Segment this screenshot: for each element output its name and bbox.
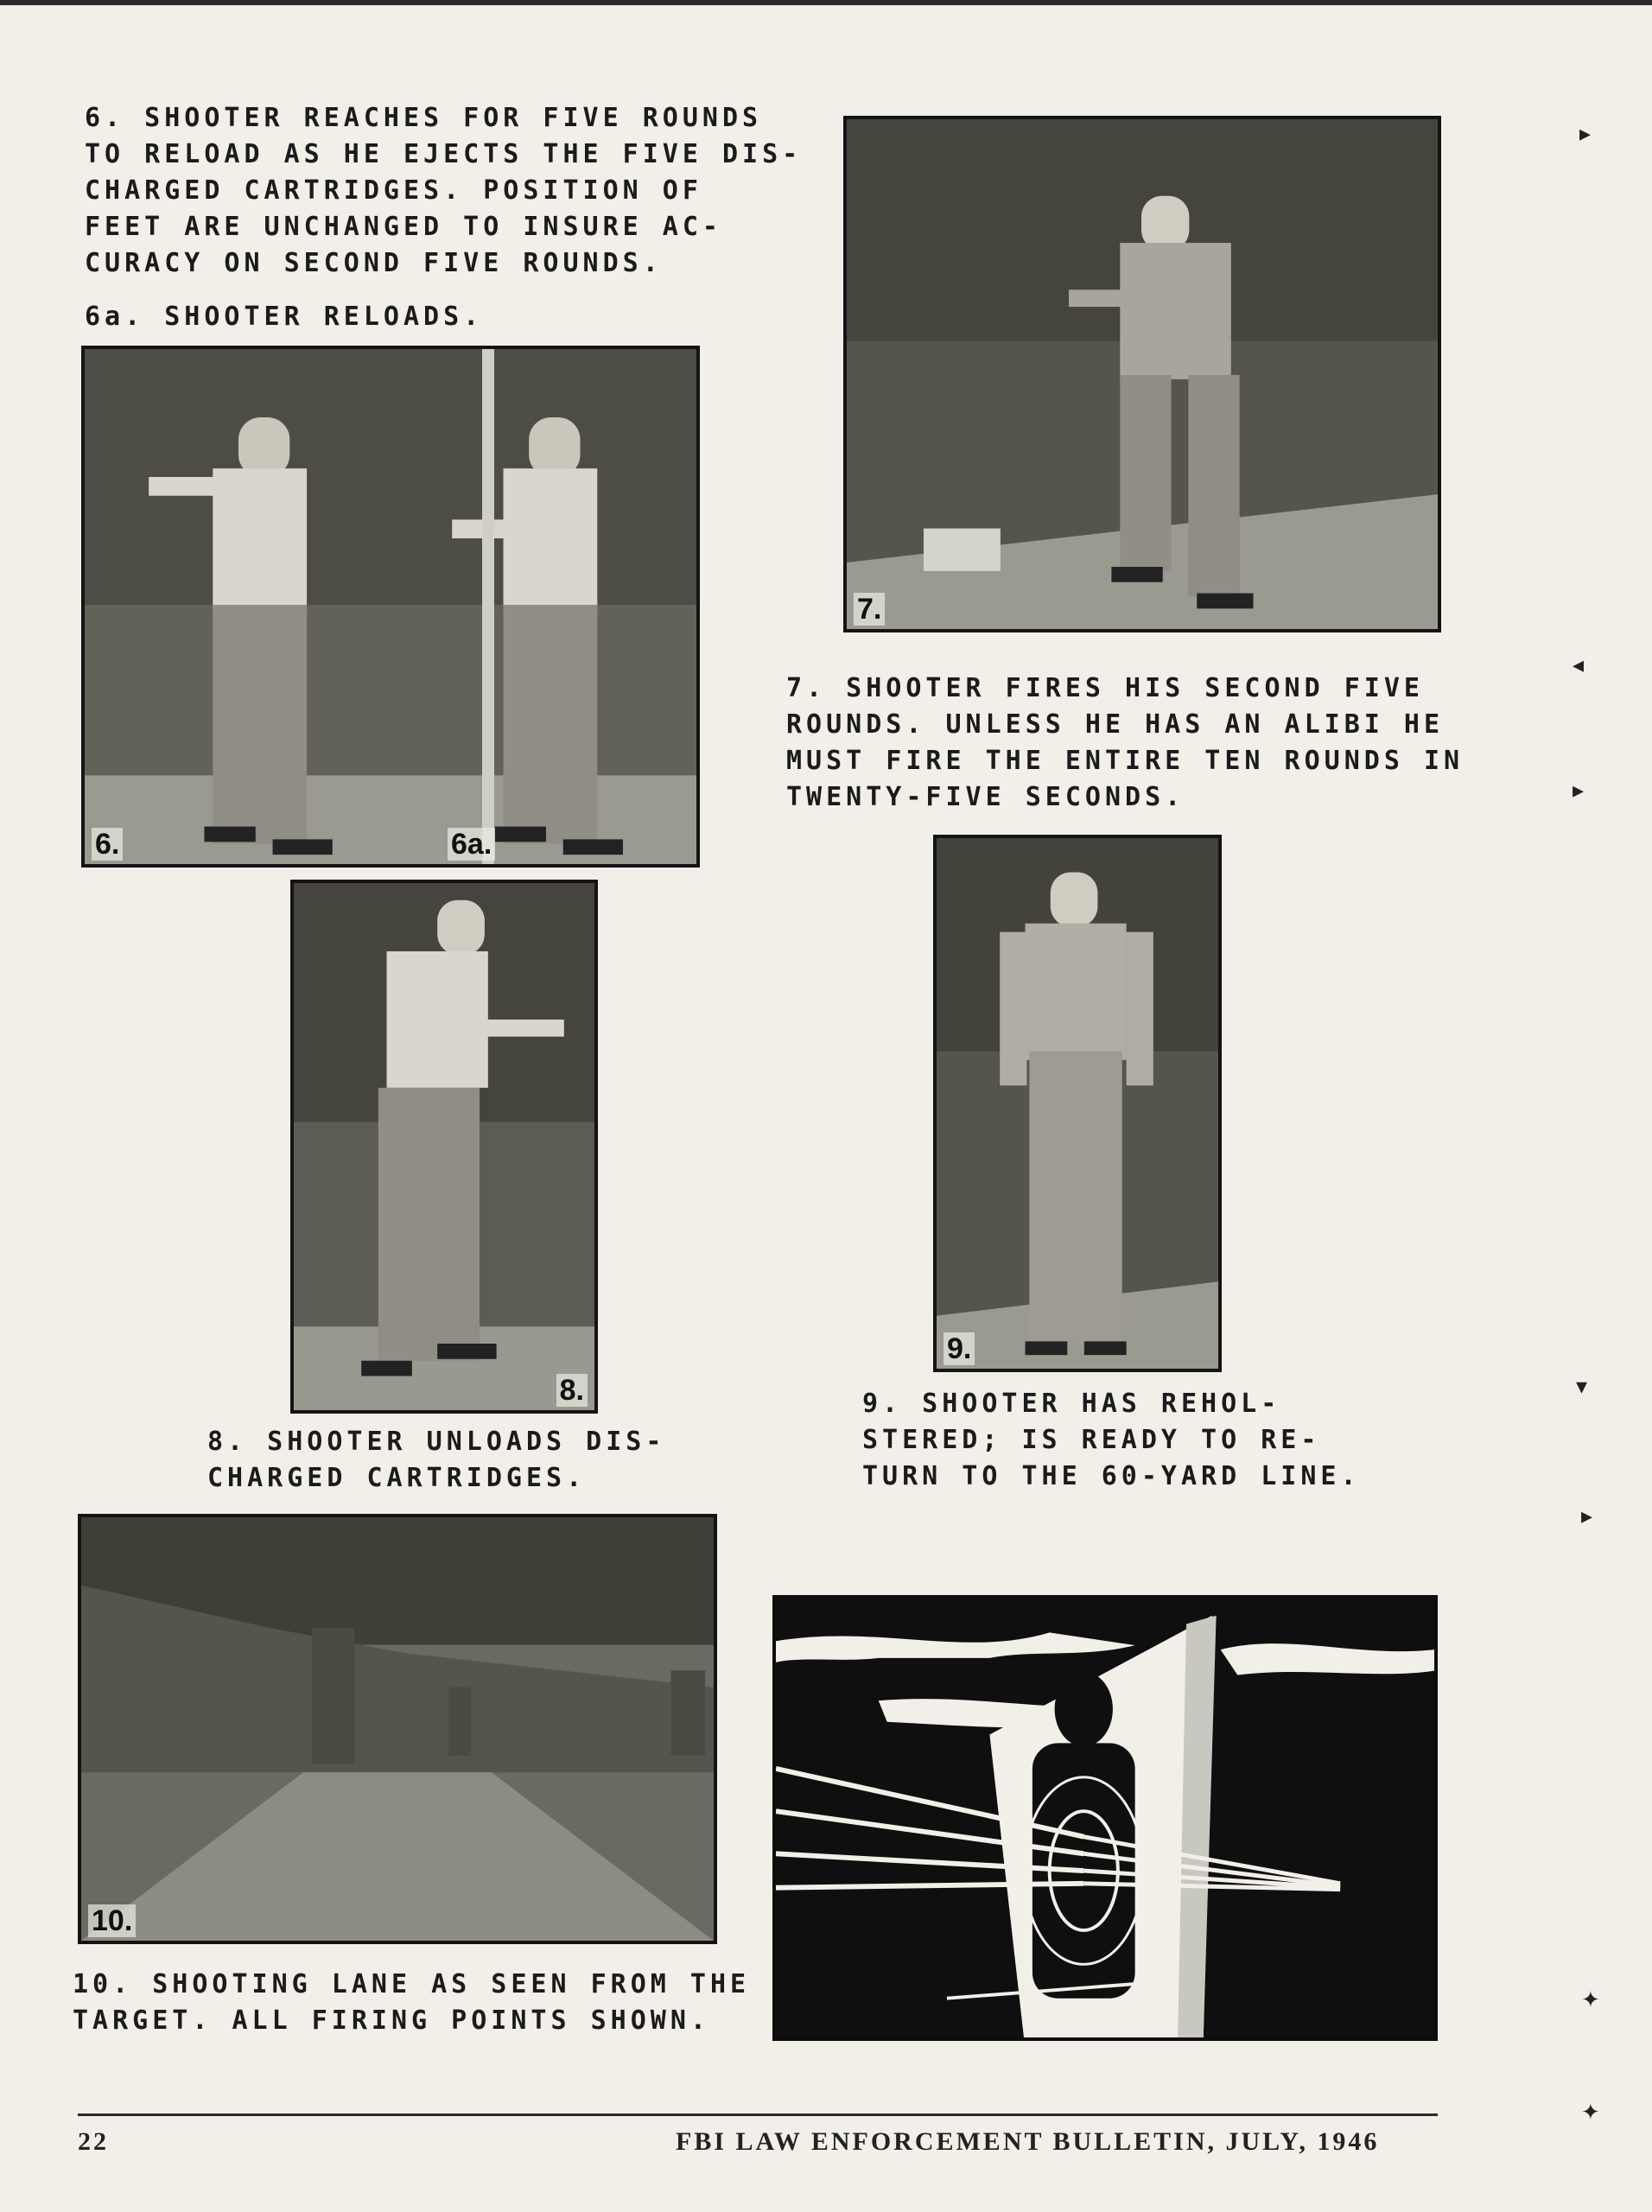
photo-10-tag: 10. — [88, 1904, 136, 1937]
photo-6-tag: 6. — [92, 828, 123, 861]
photo-7 — [843, 116, 1441, 632]
photo-6a-tag: 6a. — [448, 828, 495, 861]
caption-8: 8. SHOOTER UNLOADS DIS- CHARGED CARTRIDGES. — [207, 1427, 666, 1493]
page-number: 22 — [78, 2127, 109, 2156]
caption-9: 9. SHOOTER HAS REHOL- STERED; IS READY TO RE- TURN TO THE 60-YARD LINE. — [862, 1389, 1361, 1491]
photo-7-tag: 7. — [854, 593, 885, 626]
caption-10: 10. SHOOTING LANE AS SEEN FROM THE TARGET. ALL FIRING POINTS SHOWN. — [73, 1969, 751, 2036]
edge-mark: ✦ — [1581, 2100, 1600, 2126]
publication-line: FBI LAW ENFORCEMENT BULLETIN, JULY, 1946 — [676, 2127, 1380, 2156]
photo-8 — [290, 880, 598, 1414]
footer-rule — [78, 2113, 1438, 2116]
edge-mark: ▸ — [1579, 121, 1592, 147]
photo-9 — [933, 835, 1222, 1372]
caption-6: 6. SHOOTER REACHES FOR FIVE ROUNDS TO RELOAD AS HE EJECTS THE FIVE DIS- CHARGED CARTRIDGES. POSITION OF FEET ARE UNCHANGED TO INSURE AC- CURACY ON SECOND FIVE ROUNDS. — [85, 103, 803, 278]
page-top-edge — [0, 0, 1652, 5]
photo-8-tag: 8. — [556, 1374, 588, 1407]
edge-mark: ◂ — [1573, 652, 1585, 678]
photo-9-tag: 9. — [944, 1332, 975, 1365]
edge-mark: ▸ — [1573, 778, 1585, 804]
photo-split-divider — [482, 349, 494, 864]
caption-6a: 6a. SHOOTER RELOADS. — [85, 302, 484, 332]
edge-mark: ▸ — [1581, 1503, 1593, 1529]
target-illustration — [772, 1595, 1438, 2041]
photo-6-6a — [81, 346, 700, 868]
edge-mark: ✦ — [1581, 1987, 1600, 2013]
photo-10 — [78, 1514, 717, 1944]
caption-7: 7. SHOOTER FIRES HIS SECOND FIVE ROUNDS. UNLESS HE HAS AN ALIBI HE MUST FIRE THE ENTIRE TEN ROUNDS IN TWENTY-FIVE SECONDS. — [786, 673, 1465, 812]
edge-mark: ▾ — [1576, 1374, 1588, 1400]
